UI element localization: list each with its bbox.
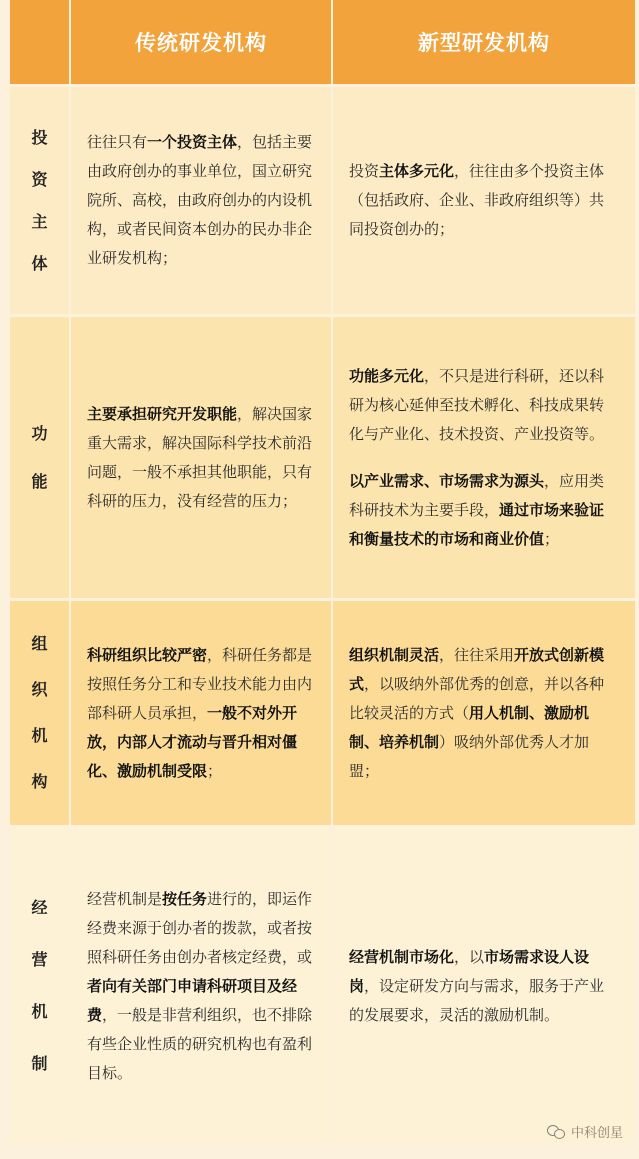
text: ，解决国家重大需求，解决国际科学技术前沿问题，一般不承担其他职能，只有科研的压力，没有经营的压力； [87,404,313,510]
header-new: 新型研发机构 [333,0,635,87]
row-label-char: 机 [31,1002,48,1021]
text: ； [544,529,560,548]
bold-text: 功能多元化 [349,366,425,385]
bold-text: 用人机制、激励机制、培养机制 [349,703,590,751]
bold-text: 一般不对外开放，内部人才流动与晋升相对僵化、激励机制受限 [87,703,298,780]
cell-new-investment [333,87,635,317]
text: ，包括主要由政府创办的事业单位，国立研究院所、高校，由政府创办的内设机构，或者民间资本创办的民办非企业研发机构； [87,133,313,267]
watermark [547,1122,623,1141]
cell-traditional-investment [71,87,331,317]
comparison-table [10,0,635,1147]
cell-content [349,157,617,244]
text: ，应用类科研技术为主要手段， [349,471,605,519]
paragraph [87,641,313,786]
bold-text: 通过市场来验证和衡量技术的市场和商业价值 [349,500,605,548]
header-corner-cell [10,0,69,87]
paragraph [349,467,617,554]
cell-traditional-organization [71,601,331,828]
cell-traditional-function [71,317,331,601]
text: 经营机制是 [87,889,163,908]
bold-text: 市场需求设人设岗 [349,947,590,995]
text: ； [207,761,223,780]
paragraph [349,362,617,449]
paragraph [349,943,617,1030]
text: ，科研任务都是按照任务分工和专业技术能力由内部科研人员承担， [87,645,313,722]
paragraph [87,400,313,516]
row-label-char: 经 [31,898,48,917]
row-label-char: 能 [31,471,48,491]
bold-text: 开放式创新模式 [349,645,605,693]
cell-new-operation [333,828,635,1147]
row-label-organization [10,601,69,828]
bold-text: 按任务 [162,889,208,908]
paragraph [349,157,617,244]
cell-content [87,128,313,273]
text: 往往只有 [87,133,148,151]
watermark-text: 中科创星 [570,1126,623,1141]
bold-text: 一个投资主体 [147,133,238,151]
row-label-char: 资 [31,169,48,189]
row-label-char: 机 [31,726,48,745]
bold-text: 主体多元化 [379,162,455,180]
text: ）吸纳外部优秀人才加盟； [349,732,590,780]
header-traditional: 传统研发机构 [71,0,331,87]
text: ，以吸纳外部优秀的创意，并以各种比较灵活的方式（ [349,674,605,722]
text: ，以 [454,947,485,966]
wechat-icon [547,1125,565,1139]
bold-text: 者向有关部门申请科研项目及经费 [87,976,298,1024]
cell-content [349,641,617,786]
row-label-operation [10,828,69,1147]
bold-text: 科研组织比较严密 [87,645,208,664]
row-label-char: 组 [31,634,48,653]
paragraph [87,885,313,1088]
text: 投资 [349,162,380,180]
cell-traditional-operation [71,828,331,1147]
bold-text: 以产业需求、市场需求为源头 [349,471,545,490]
row-label-char: 织 [31,680,48,699]
cell-content [87,885,313,1088]
row-label-char: 构 [31,772,48,791]
row-label-char: 投 [31,127,48,147]
bold-text: 经营机制市场化 [349,947,455,966]
cell-new-organization [333,601,635,828]
cell-content [87,400,313,516]
paragraph [349,641,617,786]
cell-content [349,362,617,554]
text: ，往往由多个投资主体（包括政府、企业、非政府组织等）共同投资创办的； [349,162,605,238]
paragraph [87,128,313,273]
row-label-char: 制 [31,1054,48,1073]
text: ，不只是进行科研，还以科研为核心延伸至技术孵化、科技成果转化与产业化、技术投资、产业投资等。 [349,366,605,443]
bold-text: 组织机制灵活 [349,645,440,664]
text: 进行的，即运作经费来源于创办者的拨款，或者按照科研任务由创办者核定经费，或 [87,889,313,966]
cell-new-function [333,317,635,601]
row-label-investment [10,87,69,317]
row-label-char: 功 [31,423,48,443]
row-label-function [10,317,69,601]
text: ，往往采用 [439,645,515,664]
text: ，一般是非营利组织，也不排除有些企业性质的研究机构也有盈利目标。 [87,1005,313,1082]
row-label-char: 营 [31,950,48,969]
row-label-char: 主 [31,211,48,231]
row-label-char: 体 [31,253,48,273]
text: ，设定研发方向与需求，服务于产业的发展要求，灵活的激励机制。 [349,976,605,1024]
cell-content [349,943,617,1030]
cell-content [87,641,313,786]
bold-text: 主要承担研究开发职能 [87,404,238,423]
